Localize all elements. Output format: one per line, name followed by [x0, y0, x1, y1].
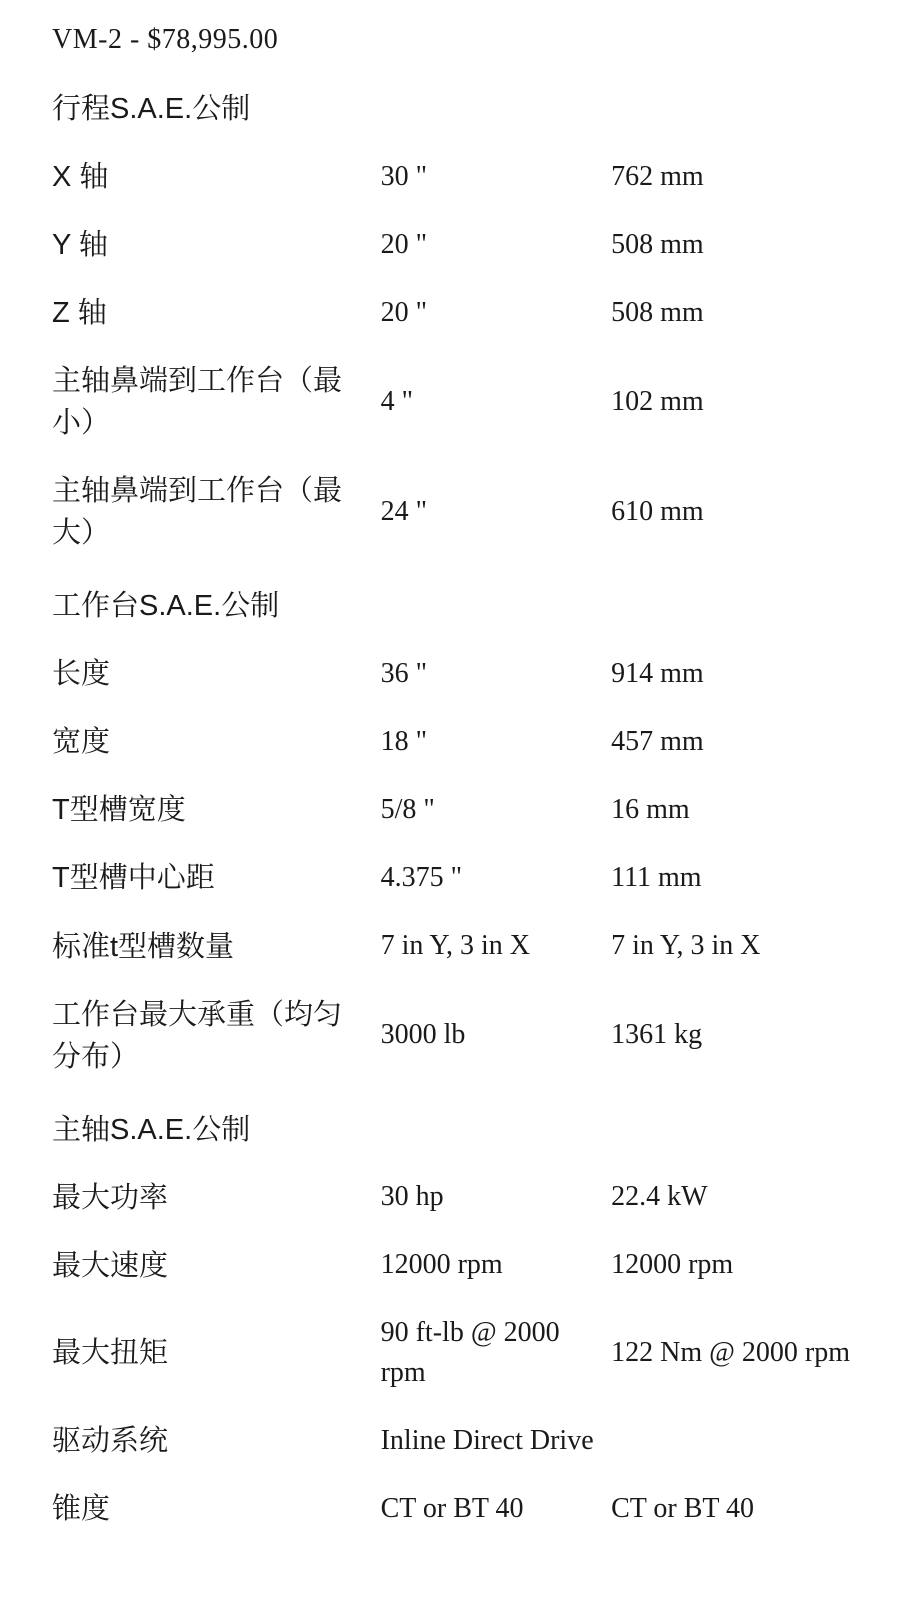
row-value-metric: 102 mm — [611, 385, 704, 417]
row-value-metric: CT or BT 40 — [611, 1492, 754, 1524]
table-row — [0, 708, 906, 776]
row-value-metric: 111 mm — [611, 862, 702, 894]
table-row — [0, 776, 906, 844]
row-value-sae: 24 " — [380, 495, 428, 527]
row-value-sae: 7 in Y, 3 in X — [380, 930, 530, 962]
row-label: 工作台最大承重（均匀分布） — [52, 998, 343, 1073]
section-heading-row — [0, 1091, 906, 1164]
row-label: 长度 — [52, 658, 111, 691]
table-row — [0, 913, 906, 981]
row-value-metric: 12000 rpm — [611, 1249, 734, 1281]
row-value-metric: 610 mm — [611, 495, 704, 527]
row-label: 主轴鼻端到工作台（最小） — [52, 365, 343, 440]
row-value-sae: CT or BT 40 — [380, 1492, 524, 1524]
row-value-metric — [611, 1407, 906, 1475]
row-value-metric: 914 mm — [611, 658, 704, 690]
row-value-sae: 12000 rpm — [380, 1249, 503, 1281]
row-value-sae: 30 " — [380, 160, 428, 192]
section-heading-row — [0, 70, 906, 143]
row-label: T型槽宽度 — [52, 794, 186, 827]
section-heading-row — [0, 567, 906, 640]
row-value-sae: 30 hp — [380, 1181, 444, 1213]
row-label: 最大扭矩 — [52, 1337, 169, 1370]
row-value-sae: 20 " — [380, 296, 428, 328]
row-label: 最大速度 — [52, 1249, 169, 1282]
row-value-metric: 122 Nm @ 2000 rpm — [611, 1337, 850, 1369]
section-heading: 主轴S.A.E.公制 — [52, 1113, 251, 1146]
table-row — [0, 279, 906, 347]
row-value-sae: 20 " — [380, 228, 428, 260]
table-row — [0, 143, 906, 211]
table-row — [0, 347, 906, 457]
row-label: 宽度 — [52, 726, 111, 759]
row-label: 锥度 — [52, 1492, 111, 1525]
section-heading: 行程S.A.E.公制 — [52, 93, 251, 125]
specification-table — [0, 70, 906, 1543]
row-value-sae: 36 " — [380, 658, 428, 690]
row-value-metric: 22.4 kW — [611, 1181, 708, 1213]
row-value-metric: 7 in Y, 3 in X — [611, 930, 761, 962]
row-label: 标准t型槽数量 — [52, 930, 235, 963]
row-label: X 轴 — [52, 161, 109, 193]
table-row — [0, 640, 906, 708]
row-label: T型槽中心距 — [52, 862, 215, 895]
table-row — [0, 1232, 906, 1300]
row-value-sae: 4 " — [380, 385, 414, 417]
row-value-sae: 3000 lb — [380, 1019, 466, 1051]
row-label: Z 轴 — [52, 297, 107, 330]
row-value-metric: 508 mm — [611, 228, 704, 260]
section-heading: 工作台S.A.E.公制 — [52, 590, 280, 623]
table-row — [0, 981, 906, 1091]
row-value-metric: 457 mm — [611, 726, 704, 758]
row-value-sae: 18 " — [380, 726, 428, 758]
page-title: VM-2 - $78,995.00 — [52, 24, 279, 55]
table-row — [0, 1164, 906, 1232]
row-value-metric: 1361 kg — [611, 1019, 703, 1051]
table-row — [0, 1407, 906, 1475]
table-row — [0, 211, 906, 279]
row-value-metric: 16 mm — [611, 794, 690, 826]
table-row — [0, 1300, 906, 1407]
row-label: 最大功率 — [52, 1181, 169, 1214]
row-value-sae: 5/8 " — [380, 794, 435, 826]
row-label: 主轴鼻端到工作台（最大） — [52, 475, 343, 550]
table-row — [0, 457, 906, 567]
row-label: Y 轴 — [52, 229, 108, 262]
row-value-metric: 508 mm — [611, 296, 704, 328]
row-value-sae: Inline Direct Drive — [380, 1424, 594, 1456]
row-label: 驱动系统 — [52, 1424, 169, 1457]
table-row — [0, 1475, 906, 1543]
table-row — [0, 844, 906, 912]
row-value-sae: 90 ft-lb @ 2000 rpm — [380, 1316, 560, 1389]
row-value-metric: 762 mm — [611, 160, 704, 192]
row-value-sae: 4.375 " — [380, 862, 463, 894]
